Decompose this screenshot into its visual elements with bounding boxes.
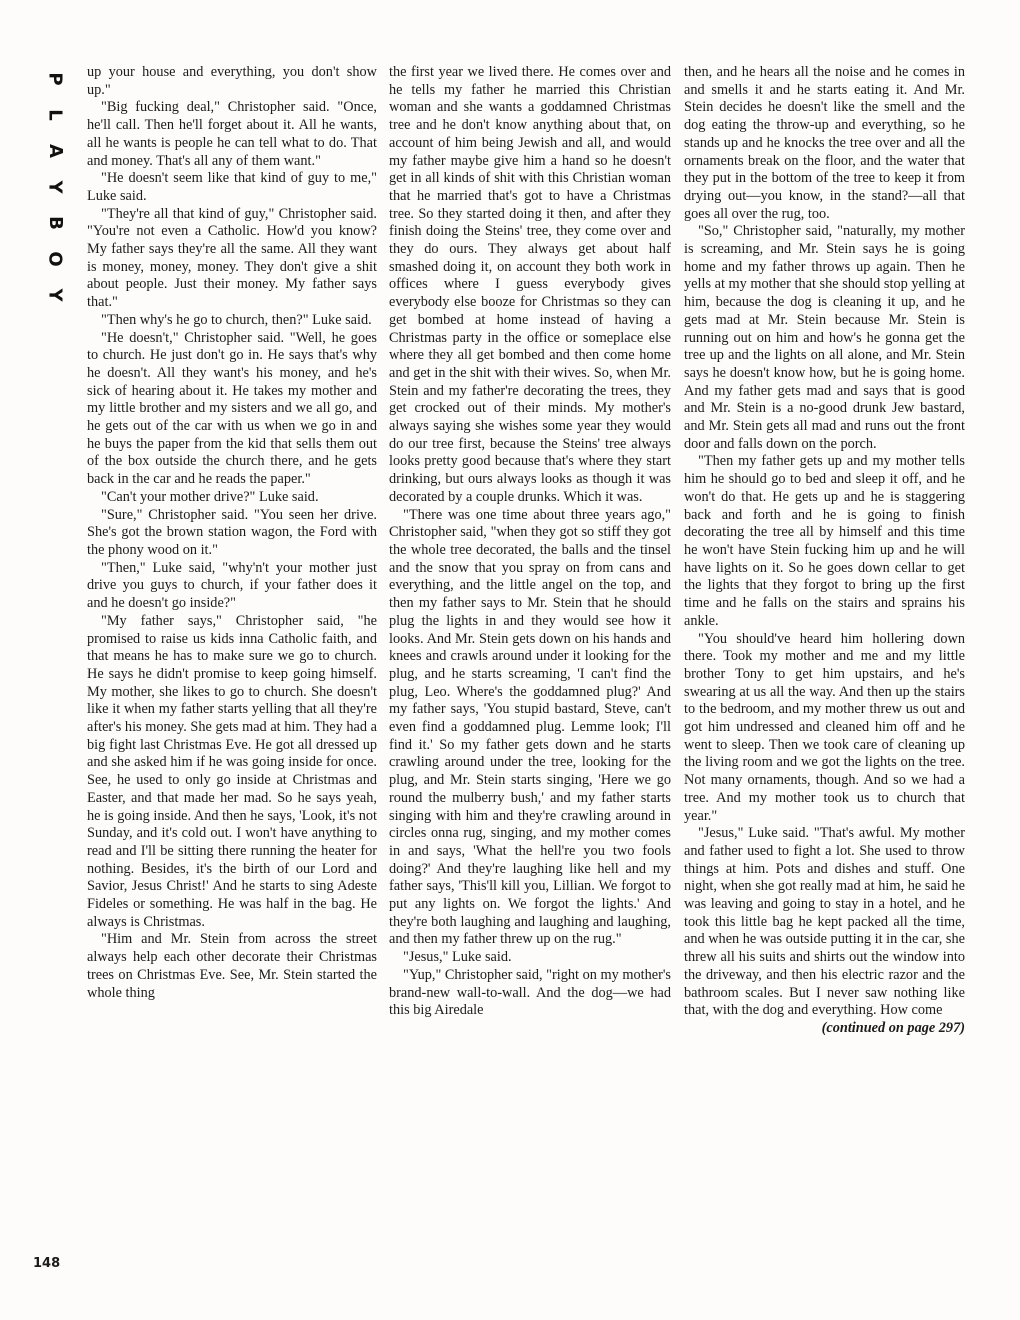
paragraph: "Can't your mother drive?" Luke said. [101, 488, 319, 505]
logo-letter: B [44, 216, 66, 230]
logo-letter: O [45, 251, 66, 267]
magazine-logo-vertical [38, 64, 72, 310]
text-column-1 [87, 64, 377, 1002]
paragraph: "My father says," Christopher said, "he promised to raise us kids inna Catholic faith, and that means he has to make sure we go to church. He says he didn't promise to keep going himself. My mother, she likes to go to church. She doesn't like it when my father starts yelling that all they're after's his money. She gets mad at him. They had a big fight last Christmas Eve. He got all dressed up and she asked him if he was going inside for once. See, he used to only go inside at Christmas and Easter, and that made her mad. So he says yeah, he is going inside. And then he says, 'Look, it's not Sunday, and it's cold out. I won't have anything to read and I'll be sitting there running the heater for nothing. Besides, it's the birth of our Lord and Savior, Jesus Christ!' And he starts to sing Adeste Fideles or something. He was half in the bag. He always is Christmas. [87, 612, 377, 930]
paragraph: "Then my father gets up and my mother tells him he should go to bed and sleep it off, and he won't do that. He gets up and he is staggering back and forth and he is going to finish decorating the tree all by himself and this time he won't have Stein fucking him up and he will have lights on it. So he goes down cellar to get the lights that they forgot to bring up the first time and he falls on the stairs and sprains his ankle. [684, 453, 965, 629]
text-column-3 [684, 64, 965, 1038]
paragraph: the first year we lived there. He comes over and he tells my father he married this Christian woman and she wants a goddamned Christmas tree and he don't know anything about that, on account of him being Jewish and all, and would my father maybe give him a hand so he doesn't get in all kinds of shit with this Christian woman that he married that's got to have a Christmas tree. So they started doing it then, and after they finish doing the Steins' tree, they come over and they do ours. They always get about half smashed doing it, on account they both work in offices where I guess everybody gives everybody else booze for Christmas so they can get bombed at home instead of having a Christmas party in the office or someplace else where they all get bombed and then come home and get in the shit with their wives. So, when Mr. Stein and my father're decorating the trees, they get crocked out of their minds. My mother's always saying she wishes some year they would do our tree first, because the Steins' tree always looks pretty good because that's where they start drinking, but ours always looks as though it was decorated by a couple drunks. Which it was. [389, 64, 671, 505]
logo-letter: L [44, 109, 66, 121]
paragraph: "So," Christopher said, "naturally, my mother is screaming, and Mr. Stein says he is going home and my father throws up again. Then he yells at my mother that she should stop yelling at him, because the dog is cleaning it up, and he gets mad at Mr. Stein because Mr. Stein is running out on him and how's he gonna get the tree up and the lights on all alone, and Mr. Stein says he doesn't know how, but he is going home. And my father gets mad and says that is good and Mr. Stein is a no-good drunk Jew bastard, and Mr. Stein gets all mad and runs out the front door and falls down on the porch. [684, 223, 965, 452]
paragraph: "He doesn't," Christopher said. "Well, he goes to church. He just don't go in. He says that's why he doesn't. All they want's his money, and he's sick of hearing about it. He takes my mother and my little brother and my sisters and we all go, and he gets out of the car with us when we go in and he buys the paper from the kid that sells them out of the box outside the church there, and he gets back in the car and he reads the paper." [87, 329, 377, 488]
paragraph: then, and he hears all the noise and he comes in and smells it and he starts eating it. And Mr. Stein decides he doesn't like the smell and the dog eating the throw-up and everything, so he stands up and he knocks the tree over and all the ornaments break on the floor, and the water that they put in the bottom of the tree to keep it from drying out—you know, in the stand?—all that goes all over the rug, too. [684, 64, 965, 222]
paragraph: "Big fucking deal," Christopher said. "Once, he'll call. Then he'll forget about it. All he wants, all he wants is people he can tell what to do. That and money. That's all any of them want." [87, 99, 377, 169]
paragraph: "Sure," Christopher said. "You seen her drive. She's got the brown station wagon, the Ford with the phony wood on it." [87, 506, 377, 558]
paragraph: "There was one time about three years ago," Christopher said, "when they got so stiff they got the whole tree decorated, the balls and the tinsel and the snow that you spray on from cans and everything, and the little angel on the top, and then my father says to Mr. Stein that he should plug the lights in and they would see how it looks. And Mr. Stein gets down on his hands and knees and crawls around under it looking for the plug, and he starts screaming, 'I can't find the plug, Leo. Where's the goddamned plug?' And my father says, 'You stupid bastard, Steve, can't even find a goddamned plug. Lemme look; I'll find it.' So my father gets down and he starts crawling around under the tree, looking for the plug, and Mr. Stein starts singing, 'Here we go round the mulberry bush,' and my father starts singing with him and they're crawling around in circles onna rug, singing, and my mother comes in and says, 'What the hell're you two fools doing?' And they're laughing like hell and my father says, 'This'll kill you, Lillian. We forgot to put any lights on. We forgot the lights.' And they're both laughing and laughing and laughing, and then my father threw up on the rug." [389, 506, 671, 948]
paragraph: "Yup," Christopher said, "right on my mother's brand-new wall-to-wall. And the dog—we had this big Airedale [389, 966, 671, 1019]
paragraph: "Him and Mr. Stein from across the street always help each other decorate their Christmas trees on Christmas Eve. See, Mr. Stein started the whole thing [87, 931, 377, 1001]
paragraph: "Jesus," Luke said. "That's awful. My mother and father used to fight a lot. She used to throw things at him. Pots and dishes and stuff. One night, when she got really mad at him, he said he was leaving and going to stay in a hotel, and he took this little bag he kept packed all the time, and when he was outside putting it in the car, she threw all his suits and shirts out the window into the driveway, and then his electric razor and the bathroom scales. But I never saw nothing like that, with the dog and everything. How come [684, 825, 965, 1019]
page-number: 148 [33, 1256, 61, 1271]
logo-letter: Y [44, 180, 66, 194]
continued-note: (continued on page 297) [821, 1019, 965, 1036]
paragraph: "Then why's he go to church, then?" Luke said. [101, 311, 372, 328]
paragraph: "He doesn't seem like that kind of guy to me," Luke said. [87, 170, 377, 204]
logo-letter: Y [44, 288, 66, 302]
paragraph: "They're all that kind of guy," Christopher said. "You're not even a Catholic. How'd you know? My father says they're all the same. All they want is money, money, money. They don't give a shit about people. Just their money. My father says that." [87, 205, 377, 311]
paragraph: "Jesus," Luke said. [403, 949, 512, 966]
paragraph: up your house and everything, you don't show up." [87, 64, 377, 98]
paragraph: "Then," Luke said, "why'n't your mother just drive you guys to church, if your father does it and he doesn't go inside?" [87, 559, 377, 612]
logo-letter: P [44, 72, 66, 86]
logo-letter: A [45, 144, 66, 158]
paragraph: "You should've heard him hollering down there. Took my mother and me and my little brother Tony to get him upstairs, and he's swearing at us all the way. And then up the stairs to the bedroom, and my mother threw us out and got him undressed and cleaned him off and he went to sleep. Then we took care of cleaning up the living room and we got the lights on the tree. Not many ornaments, though. And so we had a tree. And my mother took us to church that year." [684, 630, 965, 824]
text-column-2 [389, 64, 671, 1020]
